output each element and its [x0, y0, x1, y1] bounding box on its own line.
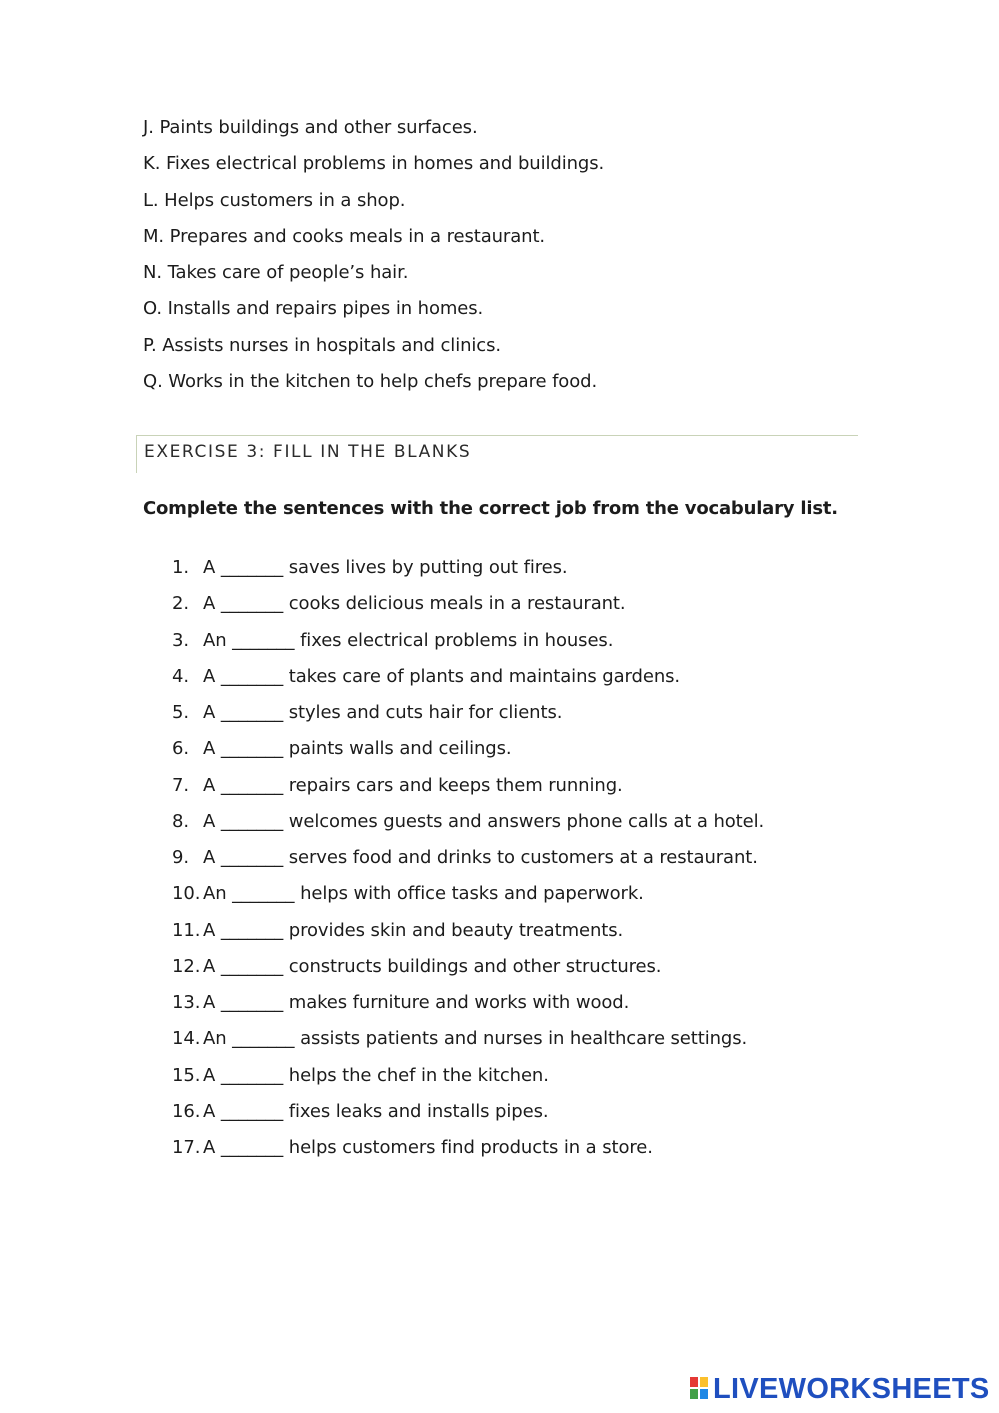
sentence-list [172, 558, 932, 1174]
definition-item: Q. Works in the kitchen to help chefs prepare food. [143, 370, 598, 392]
sentence-text: A _______ constructs buildings and other structures. [203, 955, 662, 977]
sentence-item [172, 812, 932, 848]
exercise-header [136, 435, 858, 473]
sentence-item [172, 848, 932, 884]
sentence-number: 15. [172, 1064, 201, 1086]
sentence-text: A _______ helps customers find products in a store. [203, 1137, 653, 1158]
sentence-text: A _______ takes care of plants and maintains gardens. [203, 665, 681, 687]
sentence-number: 7. [172, 774, 189, 796]
sentence-number: 14. [172, 1028, 201, 1050]
sentence-text: A _______ provides skin and beauty treatments. [203, 919, 624, 941]
sentence-number: 8. [172, 810, 189, 832]
sentence-text: An _______ helps with office tasks and paperwork. [203, 883, 644, 905]
sentence-number: 12. [172, 955, 201, 977]
sentence-number: 6. [172, 738, 189, 760]
sentence-item [172, 703, 932, 739]
definition-item: J. Paints buildings and other surfaces. [143, 117, 478, 138]
sentence-number: 13. [172, 992, 201, 1013]
liveworksheets-logo[interactable] [690, 1373, 990, 1405]
definition-item: N. Takes care of people’s hair. [143, 262, 409, 283]
sentence-number: 9. [172, 847, 189, 868]
logo-block-2 [700, 1377, 708, 1387]
sentence-number: 16. [172, 1100, 201, 1122]
sentence-item [172, 594, 932, 630]
sentence-number: 2. [172, 593, 189, 615]
sentence-text: A _______ helps the chef in the kitchen. [203, 1064, 549, 1086]
definition-item: P. Assists nurses in hospitals and clinics. [143, 334, 502, 356]
logo-block-1 [690, 1377, 698, 1387]
sentence-item [172, 1138, 932, 1174]
sentence-item [172, 957, 932, 993]
sentence-number: 4. [172, 665, 189, 687]
sentence-text: A _______ styles and cuts hair for clients. [203, 702, 563, 723]
sentence-text: An _______ assists patients and nurses in healthcare settings. [203, 1028, 748, 1050]
sentence-number: 1. [172, 557, 189, 578]
sentence-item [172, 1102, 932, 1138]
sentence-item [172, 739, 932, 775]
sentence-item [172, 884, 932, 920]
sentence-number: 11. [172, 919, 201, 941]
logo-block-4 [700, 1389, 708, 1399]
sentence-text: A _______ saves lives by putting out fires. [203, 557, 568, 578]
definition-item: M. Prepares and cooks meals in a restaurant. [143, 225, 546, 247]
logo-mark-icon [690, 1377, 710, 1401]
sentence-item [172, 1029, 932, 1065]
sentence-text: A _______ repairs cars and keeps them running. [203, 774, 623, 796]
sentence-item [172, 993, 932, 1029]
definition-item: L. Helps customers in a shop. [143, 189, 406, 211]
logo-block-3 [690, 1389, 698, 1399]
sentence-number: 3. [172, 629, 189, 651]
sentence-item [172, 631, 932, 667]
definition-item: O. Installs and repairs pipes in homes. [143, 298, 484, 320]
exercise-instruction: Complete the sentences with the correct job from the vocabulary list. [143, 498, 838, 519]
sentence-item [172, 667, 932, 703]
sentence-text: A _______ welcomes guests and answers phone calls at a hotel. [203, 810, 765, 832]
sentence-item [172, 1066, 932, 1102]
sentence-text: A _______ makes furniture and works with wood. [203, 992, 630, 1013]
sentence-number: 17. [172, 1137, 201, 1158]
sentence-text: A _______ fixes leaks and installs pipes. [203, 1100, 549, 1122]
sentence-number: 10. [172, 883, 201, 905]
sentence-text: A _______ serves food and drinks to customers at a restaurant. [203, 847, 758, 868]
definition-item: K. Fixes electrical problems in homes and buildings. [143, 153, 605, 175]
sentence-text: A _______ paints walls and ceilings. [203, 738, 512, 760]
definitions-list [143, 118, 903, 408]
sentence-item [172, 921, 932, 957]
exercise-title: EXERCISE 3: FILL IN THE BLANKS [144, 442, 472, 462]
sentence-text: An _______ fixes electrical problems in houses. [203, 629, 614, 651]
sentence-item [172, 776, 932, 812]
sentence-number: 5. [172, 702, 189, 723]
logo-text: LIVEWORKSHEETS [713, 1373, 990, 1405]
sentence-text: A _______ cooks delicious meals in a restaurant. [203, 593, 626, 615]
sentence-item [172, 558, 932, 594]
